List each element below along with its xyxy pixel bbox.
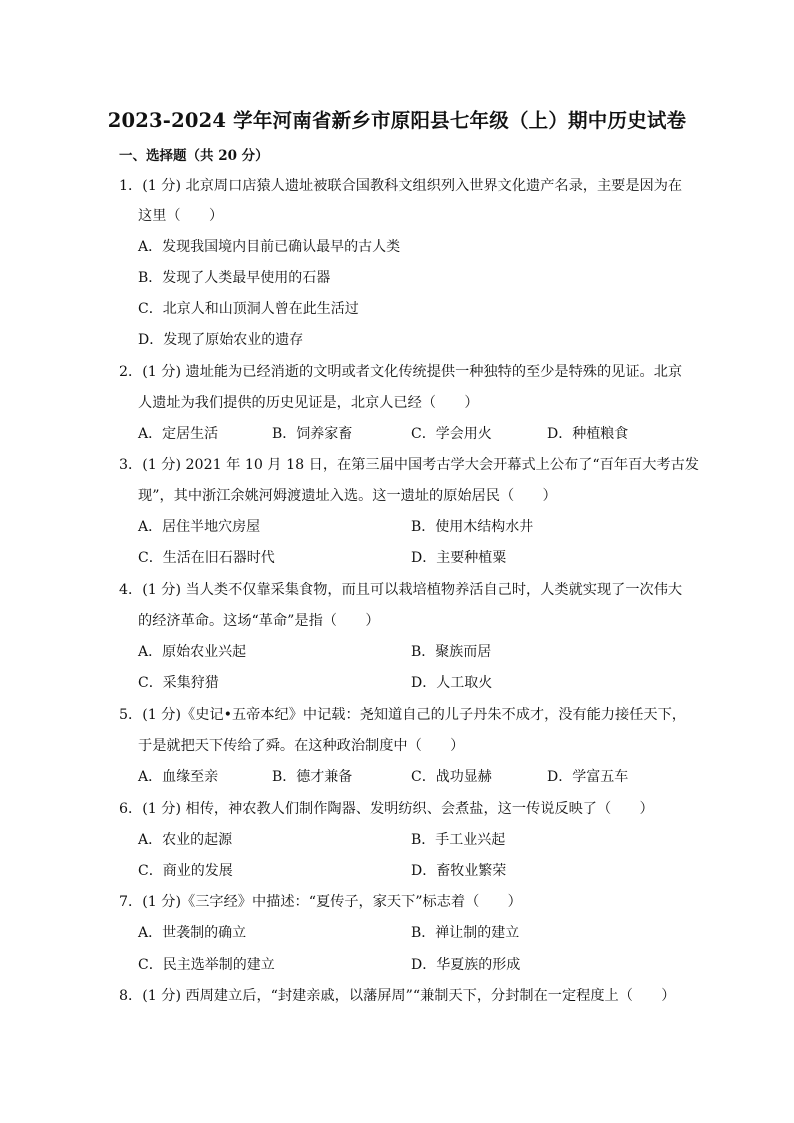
question-5-text: 5．(1 分)《史记•五帝本纪》中记载：尧知道自己的儿子丹朱不成才，没有能力接任天下，	[119, 707, 686, 723]
question-4-option-c: C．采集狩猎	[138, 675, 219, 691]
question-7-option-d: D．华夏族的形成	[411, 957, 521, 973]
question-2-text-cont: 人遗址为我们提供的历史见证是，北京人已经（ ）	[138, 395, 479, 411]
question-7-text: 7．(1 分)《三字经》中描述：“夏传子，家天下”标志着（ ）	[119, 894, 522, 910]
question-5-option-d: D．学富五车	[547, 769, 629, 785]
question-3-option-c: C．生活在旧石器时代	[138, 550, 275, 566]
question-1-text-cont: 这里（ ）	[138, 208, 224, 224]
question-4-text: 4．(1 分) 当人类不仅靠采集食物，而且可以栽培植物养活自己时，人类就实现了一次伟大	[119, 582, 683, 598]
question-8-text: 8．(1 分) 西周建立后，“封建亲戚，以藩屏周”“兼制天下，分封制在一定程度上（ ）	[119, 988, 676, 1004]
question-6-option-b: B．手工业兴起	[411, 832, 506, 848]
page-title: 2023-2024 学年河南省新乡市原阳县七年级（上）期中历史试卷	[107, 109, 687, 132]
question-1-text: 1．(1 分) 北京周口店猿人遗址被联合国教科文组织列入世界文化遗产名录，主要是因为在	[119, 178, 683, 194]
question-5-option-b: B．德才兼备	[272, 769, 353, 785]
question-2-option-d: D．种植粮食	[547, 426, 629, 442]
question-2-option-b: B．饲养家畜	[272, 426, 353, 442]
question-4-text-cont: 的经济革命。这场“革命”是指（ ）	[138, 613, 380, 629]
question-5-text-cont: 于是就把天下传给了舜。在这种政治制度中（ ）	[138, 738, 465, 754]
question-6-option-d: D．畜牧业繁荣	[411, 863, 507, 879]
question-1-option-c: C．北京人和山顶洞人曾在此生活过	[138, 301, 359, 317]
question-4-option-a: A．原始农业兴起	[138, 644, 247, 660]
question-3-text-cont: 现”，其中浙江余姚河姆渡遗址入选。这一遗址的原始居民（ ）	[138, 488, 557, 504]
question-7-option-c: C．民主选举制的建立	[138, 957, 275, 973]
question-2-option-c: C．学会用火	[411, 426, 492, 442]
question-7-option-a: A．世袭制的确立	[138, 925, 247, 941]
question-4-option-b: B．聚族而居	[411, 644, 492, 660]
question-5-option-c: C．战功显赫	[411, 769, 492, 785]
section-heading: 一、选择题（共 20 分）	[119, 148, 269, 164]
question-6-option-a: A．农业的起源	[138, 832, 233, 848]
question-3-option-b: B．使用木结构水井	[411, 519, 534, 535]
question-6-option-c: C．商业的发展	[138, 863, 233, 879]
question-2-option-a: A．定居生活	[138, 426, 219, 442]
question-1-option-a: A．发现我国境内目前已确认最早的古人类	[138, 239, 401, 255]
question-2-text: 2．(1 分) 遗址能为已经消逝的文明或者文化传统提供一种独特的至少是特殊的见证。北京	[119, 364, 683, 380]
question-6-text: 6．(1 分) 相传，神农教人们制作陶器、发明纺织、会煮盐，这一传说反映了（ ）	[119, 801, 654, 817]
question-1-option-d: D．发现了原始农业的遗存	[138, 332, 304, 348]
question-1-option-b: B．发现了人类最早使用的石器	[138, 270, 331, 286]
question-4-option-d: D．人工取火	[411, 675, 493, 691]
question-7-option-b: B．禅让制的建立	[411, 925, 520, 941]
question-3-text: 3．(1 分) 2021 年 10 月 18 日，在第三届中国考古学大会开幕式上公布了“百年百大考古发	[119, 457, 699, 473]
question-3-option-a: A．居住半地穴房屋	[138, 519, 261, 535]
question-5-option-a: A．血缘至亲	[138, 769, 219, 785]
question-3-option-d: D．主要种植粟	[411, 550, 507, 566]
